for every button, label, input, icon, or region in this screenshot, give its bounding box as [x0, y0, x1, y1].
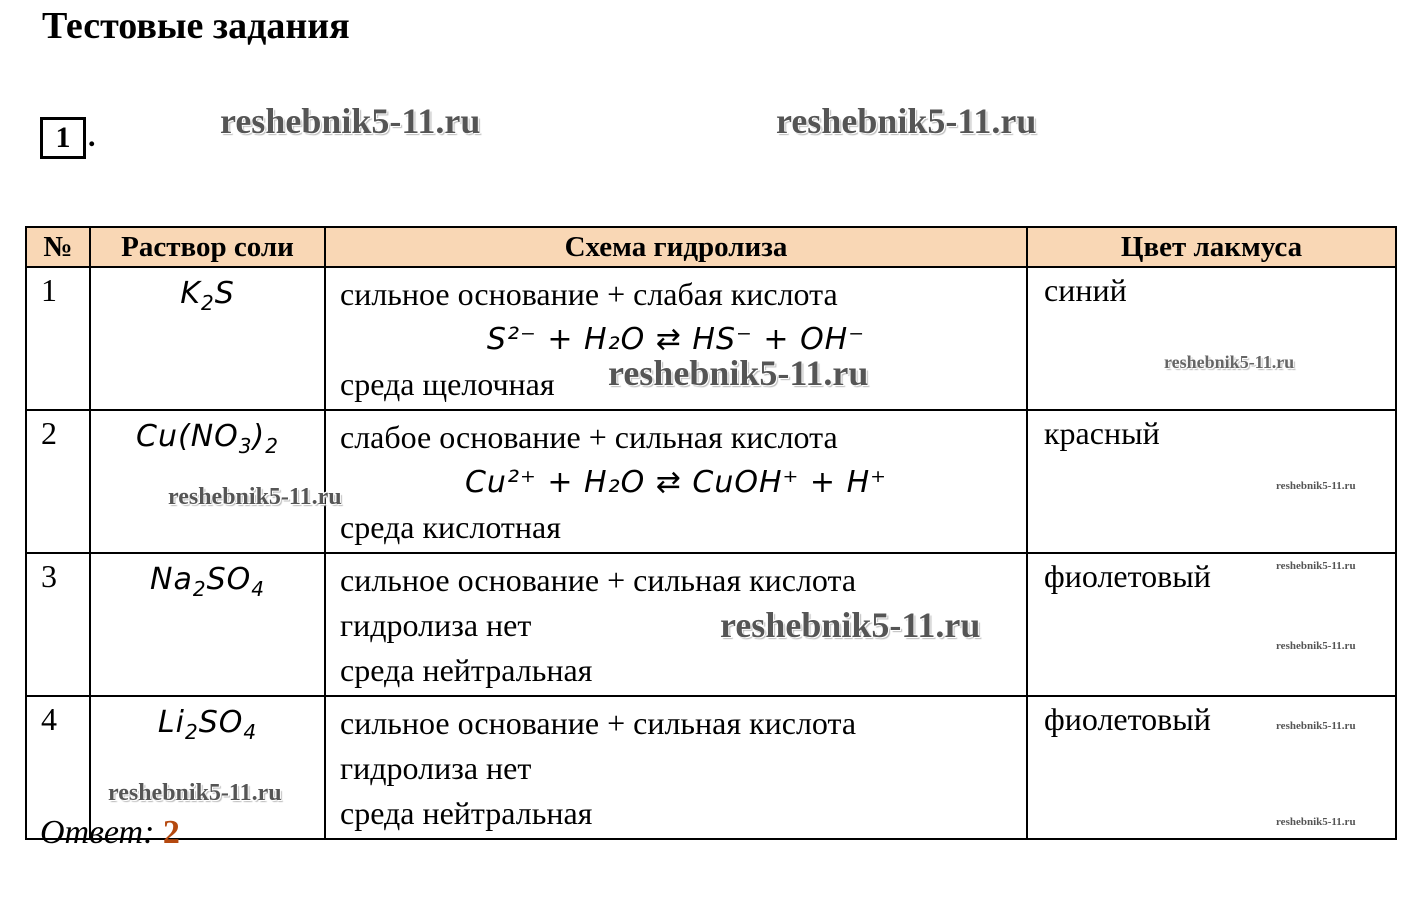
hydrolysis-equation: S²⁻ + H₂O ⇄ HS⁻ + OH⁻ [486, 322, 866, 357]
hydrolysis-scheme [325, 410, 1027, 553]
salt-formula: $K_2S$ [90, 267, 325, 410]
litmus-color: красный [1027, 410, 1396, 553]
watermark: reshebnik5-11.ru [608, 353, 869, 393]
answer-value: 2 [162, 814, 180, 851]
task-number-box [40, 117, 86, 159]
header-litmus-color: Цвет лакмуса [1027, 227, 1396, 267]
answer-line [40, 814, 180, 852]
watermark: reshebnik5-11.ru [168, 484, 342, 510]
watermark: reshebnik5-11.ru [108, 780, 282, 806]
table-row [26, 553, 1396, 696]
hydrolysis-equation: Cu²⁺ + H₂O ⇄ CuOH⁺ + H⁺ [464, 465, 887, 500]
hydrolysis-scheme [325, 553, 1027, 696]
hydrolysis-table [25, 226, 1397, 840]
answer-separator: : [143, 814, 163, 851]
row-number: 3 [26, 553, 90, 696]
task-number: 1 [55, 121, 71, 154]
row-number: 4 [26, 696, 90, 839]
salt-formula: $Li_2SO_4$ [90, 696, 325, 839]
answer-label: Ответ [40, 814, 144, 851]
watermark: reshebnik5-11.ru [776, 101, 1037, 141]
hydrolysis-scheme [325, 696, 1027, 839]
watermark: reshebnik5-11.ru [1276, 720, 1356, 732]
scheme-line: сильное основание + сильная кислота [340, 705, 857, 741]
table-row [26, 267, 1396, 410]
scheme-medium: среда кислотная [340, 509, 561, 545]
header-salt: Раствор соли [90, 227, 325, 267]
task-number-dot: . [88, 120, 96, 153]
litmus-color: фиолетовый [1027, 696, 1396, 839]
scheme-line: слабое основание + сильная кислота [340, 419, 838, 455]
scheme-medium: среда щелочная [340, 366, 555, 402]
scheme-line: гидролиза нет [340, 750, 532, 786]
hydrolysis-scheme [325, 267, 1027, 410]
row-number: 1 [26, 267, 90, 410]
scheme-medium: среда нейтральная [340, 795, 593, 831]
salt-formula: $Cu(NO_3)_2$ [90, 410, 325, 553]
page-heading: Тестовые задания [42, 5, 350, 47]
litmus-color: синий [1027, 267, 1396, 410]
salt-formula: $Na_2SO_4$ [90, 553, 325, 696]
table-row [26, 696, 1396, 839]
watermark: reshebnik5-11.ru [220, 101, 481, 141]
watermark: reshebnik5-11.ru [720, 605, 981, 645]
watermark: reshebnik5-11.ru [1276, 640, 1356, 652]
scheme-medium: среда нейтральная [340, 652, 593, 688]
watermark: reshebnik5-11.ru [1276, 816, 1356, 828]
header-number: № [26, 227, 90, 267]
table-row [26, 410, 1396, 553]
litmus-color: фиолетовый [1027, 553, 1396, 696]
scheme-line: сильное основание + сильная кислота [340, 562, 857, 598]
scheme-line: сильное основание + слабая кислота [340, 276, 838, 312]
watermark: reshebnik5-11.ru [1164, 352, 1295, 372]
header-scheme: Схема гидролиза [325, 227, 1027, 267]
table-header-row [26, 227, 1396, 267]
scheme-line: гидролиза нет [340, 607, 532, 643]
watermark: reshebnik5-11.ru [1276, 480, 1356, 492]
row-number: 2 [26, 410, 90, 553]
watermark: reshebnik5-11.ru [1276, 560, 1356, 572]
